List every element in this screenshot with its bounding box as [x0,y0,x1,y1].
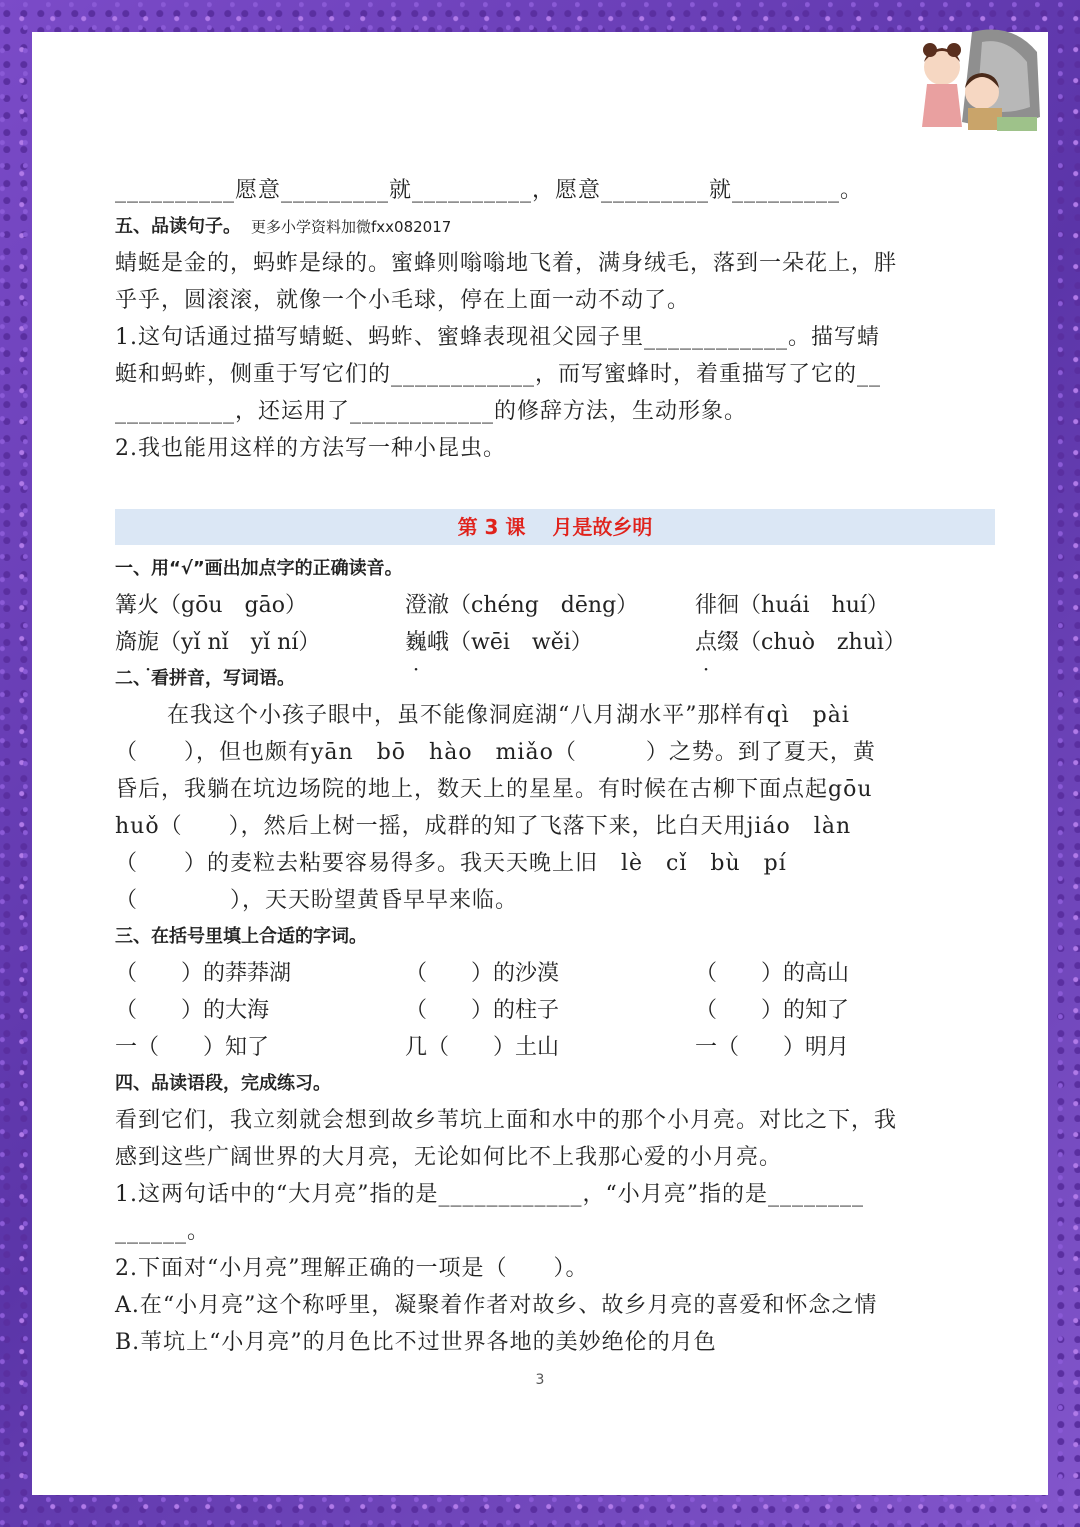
fill-item: （ ）的沙漠 [405,961,560,986]
pinyin-passage-line: huǒ（ ），然后上树一摇，成群的知了飞落下来，比白天用jiáo làn [115,814,852,839]
option-a: A.在“小月亮”这个称呼里，凝聚着作者对故乡、故乡月亮的喜爱和怀念之情 [115,1293,878,1318]
question-line: 2.下面对“小月亮”理解正确的一项是（ ）。 [115,1256,589,1281]
fill-row [115,1029,995,1066]
section-title: 五、品读句子。 [115,216,241,237]
passage-line: 蜻蜓是金的，蚂蚱是绿的。蜜蜂则嗡嗡地飞着，满身绒毛，落到一朵花上，胖 [115,251,898,276]
fill-item: （ ）的知了 [695,998,850,1023]
question-line: 蜓和蚂蚱，侧重于写它们的____________，而写蜜蜂时，着重描写了它的__ [115,362,882,387]
passage-line: 感到这些广阔世界的大月亮，无论如何比不上我那心爱的小月亮。 [115,1145,783,1170]
fill-item: 一（ ）知了 [115,1035,270,1060]
fill-item: 一（ ）明月 [695,1035,850,1060]
question-line: ______。 [115,1219,211,1244]
pinyin-item: 澄澈（chéng dēng） [405,593,639,618]
passage-line: 看到它们，我立刻就会想到故乡苇坑上面和水中的那个小月亮。对比之下，我 [115,1108,898,1133]
question-line: 1.这句话通过描写蜻蜓、蚂蚱、蜜蜂表现祖父园子里____________。描写蜻 [115,325,880,350]
lesson-title-bar: 第 3 课 月是故乡明 [115,509,995,545]
pinyin-passage-line: （ ），但也颇有yān bō hào miǎo（ ）之势。到了夏天，黄 [115,740,876,765]
pinyin-item: 点缀（chuò zhuì） [695,630,906,655]
pinyin-passage-line: （ ）的麦粒去粘要容易得多。我天天晚上旧 lè cǐ bù pí [115,851,787,876]
pinyin-passage-line: 昏后，我躺在坑边场院的地上，数天上的星星。有时候在古柳下面点起gōu [115,777,873,802]
part-three-heading: 三、在括号里填上合适的字词。 [115,926,367,947]
fill-item: （ ）的大海 [115,998,270,1023]
option-b: B.苇坑上“小月亮”的月色比不过世界各地的美妙绝伦的月色 [115,1330,717,1355]
question-line: 1.这两句话中的“大月亮”指的是____________，“小月亮”指的是________ [115,1182,864,1207]
promo-note: 更多小学资料加微fxx082017 [251,218,452,236]
question-line: 2.我也能用这样的方法写一种小昆虫。 [115,436,506,461]
pinyin-item: 徘徊（huái huí） [695,593,889,618]
fill-item: （ ）的柱子 [405,998,560,1023]
fill-item: 几（ ）土山 [405,1035,560,1060]
part-two-heading: 二、看拼音，写词语。 [115,668,295,689]
page-number: 3 [535,1372,545,1388]
top-fill-line: __________愿意_________就__________，愿意_________就_________。 [115,178,864,203]
pinyin-row [115,587,995,624]
worksheet-content [115,172,995,1361]
part-four-heading: 四、品读语段，完成练习。 [115,1073,331,1094]
fill-item: （ ）的莽莽湖 [115,961,292,986]
pinyin-passage-line: 在我这个小孩子眼中，虽不能像洞庭湖“八月湖水平”那样有qì pài [167,703,850,728]
section-five-heading [115,209,995,245]
children-reading-illustration [902,22,1042,142]
pinyin-item: 旖旎（yǐ nǐ yǐ ní） [115,630,321,655]
pinyin-item: 篝火（gōu gāo） [115,593,307,618]
fill-item: （ ）的高山 [695,961,850,986]
passage-line: 乎乎，圆滚滚，就像一个小毛球，停在上面一动不动了。 [115,288,691,313]
part-one-heading: 一、用“√”画出加点字的正确读音。 [115,558,403,579]
question-line: __________，还运用了____________的修辞方法，生动形象。 [115,399,748,424]
pinyin-passage-line: （ ），天天盼望黄昏早早来临。 [115,888,519,913]
pinyin-item: 巍峨（wēi wěi） [405,630,593,655]
worksheet-page [32,32,1048,1495]
fill-row [115,955,995,992]
pinyin-row [115,624,995,661]
fill-row [115,992,995,1029]
